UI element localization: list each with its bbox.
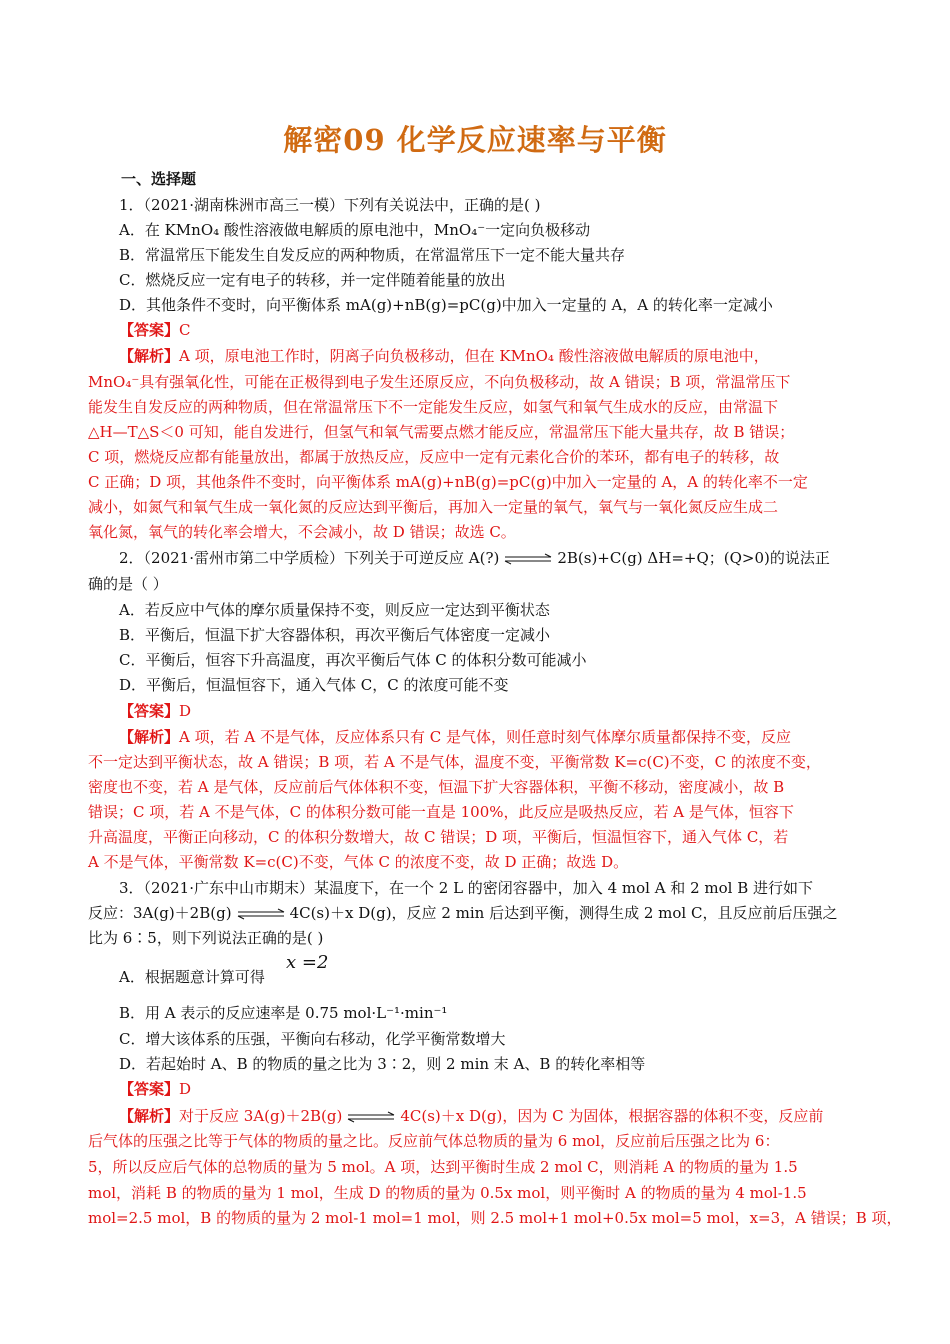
q3-stem: 比为 6∶5，则下列说法正确的是( ) <box>88 929 324 947</box>
q3-option-c: C．增大该体系的压强，平衡向右移动，化学平衡常数增大 <box>119 1030 506 1048</box>
q2-answer <box>119 701 191 721</box>
q3-stem: 3．（2021·广东中山市期末）某温度下，在一个 2 L 的密闭容器中，加入 4 mol A 和 2 mol B 进行如下 <box>119 879 813 897</box>
equilibrium-arrow-icon <box>346 1111 396 1123</box>
q2-explanation-line: A 不是气体，平衡常数 K=c(C)不变，气体 C 的浓度不变，故 D 正确；故选 D。 <box>88 853 629 871</box>
q3-stem-part: 4C(s)＋x D(g)，反应 2 min 后达到平衡，测得生成 2 mol C，且反应前后压强之 <box>289 904 838 922</box>
answer-value: D <box>179 1080 192 1098</box>
q3-stem-part: 反应：3A(g)＋2B(g) <box>88 904 232 922</box>
q3-explanation-line <box>119 1106 823 1126</box>
section-heading: 一、选择题 <box>121 170 197 188</box>
answer-value: C <box>179 321 191 339</box>
math-expression: x =2 <box>286 952 329 973</box>
q1-explanation-line: 氧化氮，氧气的转化率会增大，不会减小，故 D 错误；故选 C。 <box>88 523 516 541</box>
explanation-text: 对于反应 3A(g)＋2B(g) <box>179 1107 343 1125</box>
q1-explanation-line: C 项，燃烧反应都有能量放出，都属于放热反应，反应中一定有元素化合价的苯环，都有电子的转移，故 <box>88 448 780 466</box>
q1-option-d: D．其他条件不变时，向平衡体系 mA(g)+nB(g)=pC(g)中加入一定量的 A，A 的转化率一定减小 <box>119 296 773 314</box>
q3-explanation-line: 5，所以反应后气体的总物质的量为 5 mol。A 项，达到平衡时生成 2 mol C，则消耗 A 的物质的量为 1.5 <box>88 1158 798 1176</box>
equilibrium-arrow-icon <box>236 908 286 920</box>
q2-explanation-line: 错误；C 项，若 A 不是气体，C 的体积分数可能一直是 100%，此反应是吸热反应，若 A 是气体，恒容下 <box>88 803 794 821</box>
q1-explanation-line: 能发生自发反应的两种物质，但在常温常压下不一定能发生反应，如氢气和氧气生成水的反应，由常温下 <box>88 398 779 416</box>
explanation-tag: 【解析】 <box>119 728 180 746</box>
q1-explanation-line: 减小，如氮气和氧气生成一氧化氮的反应达到平衡后，再加入一定量的氧气，氧气与一氧化氮反应生成二 <box>88 498 779 516</box>
q2-explanation-line: 不一定达到平衡状态，故 A 错误；B 项，若 A 不是气体，温度不变，平衡常数 K=c(C)不变，C 的浓度不变， <box>88 753 821 771</box>
q3-option-a: A．根据题意计算可得 <box>119 968 265 986</box>
q2-stem-part: 2B(s)+C(g) ΔH=+Q；(Q>0)的说法正 <box>557 549 830 567</box>
q1-explanation-line: △H—T△S＜0 可知，能自发进行，但氢气和氧气需要点燃才能反应，常温常压下能大量共存，故 B 错误； <box>88 423 795 441</box>
answer-tag: 【答案】 <box>119 702 180 720</box>
page-title: 解密09 化学反应速率与平衡 <box>283 123 667 157</box>
q2-option-a: A．若反应中气体的摩尔质量保持不变，则反应一定达到平衡状态 <box>119 601 550 619</box>
q1-stem: 1．（2021·湖南株洲市高三一模）下列有关说法中，正确的是( ) <box>119 196 541 214</box>
q2-stem <box>119 548 830 568</box>
answer-tag: 【答案】 <box>119 1080 180 1098</box>
explanation-text: 4C(s)＋x D(g)，因为 C 为固体，根据容器的体积不变，反应前 <box>400 1107 824 1125</box>
q3-option-b: B．用 A 表示的反应速率是 0.75 mol·L⁻¹·min⁻¹ <box>119 1004 448 1022</box>
q1-explanation-line: MnO₄⁻具有强氧化性，可能在正极得到电子发生还原反应，不向负极移动，故 A 错误；B 项，常温常压下 <box>88 373 791 391</box>
q3-explanation-line: mol=2.5 mol，B 的物质的量为 2 mol-1 mol=1 mol，则 2.5 mol+1 mol+0.5x mol=5 mol，x=3，A 错误；B 项， <box>88 1209 902 1227</box>
q2-option-c: C．平衡后，恒容下升高温度，再次平衡后气体 C 的体积分数可能减小 <box>119 651 587 669</box>
explanation-tag: 【解析】 <box>119 1107 180 1125</box>
q2-stem-part: 2．（2021·雷州市第二中学质检）下列关于可逆反应 A(?) <box>119 549 500 567</box>
q1-option-b: B．常温常压下能发生自发反应的两种物质，在常温常压下一定不能大量共存 <box>119 246 626 264</box>
explanation-text: A 项，原电池工作时，阴离子向负极移动，但在 KMnO₄ 酸性溶液做电解质的原电池中， <box>179 347 769 365</box>
q3-explanation-line: mol，消耗 B 的物质的量为 1 mol，生成 D 的物质的量为 0.5x mol，则平衡时 A 的物质的量为 4 mol-1.5 <box>88 1184 807 1202</box>
q3-option-d: D．若起始时 A、B 的物质的量之比为 3∶2，则 2 min 末 A、B 的转化率相等 <box>119 1055 646 1073</box>
explanation-tag: 【解析】 <box>119 347 180 365</box>
explanation-text: A 项，若 A 不是气体，反应体系只有 C 是气体，则任意时刻气体摩尔质量都保持不变，反应 <box>179 728 792 746</box>
q3-answer <box>119 1079 191 1099</box>
q1-option-a: A．在 KMnO₄ 酸性溶液做电解质的原电池中，MnO₄⁻一定向负极移动 <box>119 221 591 239</box>
q2-explanation-line: 升高温度，平衡正向移动，C 的体积分数增大，故 C 错误；D 项，平衡后，恒温恒容下，通入气体 C，若 <box>88 828 789 846</box>
q2-explanation-line <box>119 727 791 747</box>
answer-value: D <box>179 702 192 720</box>
q2-stem: 确的是（ ） <box>88 575 168 593</box>
q1-explanation-line <box>119 346 769 366</box>
q2-option-d: D．平衡后，恒温恒容下，通入气体 C，C 的浓度可能不变 <box>119 676 509 694</box>
q3-stem <box>88 903 837 923</box>
q2-option-b: B．平衡后，恒温下扩大容器体积，再次平衡后气体密度一定减小 <box>119 626 551 644</box>
equilibrium-arrow-icon <box>503 553 553 565</box>
q1-answer <box>119 320 191 340</box>
q1-option-c: C．燃烧反应一定有电子的转移，并一定伴随着能量的放出 <box>119 271 506 289</box>
answer-tag: 【答案】 <box>119 321 180 339</box>
q3-explanation-line: 后气体的压强之比等于气体的物质的量之比。反应前气体总物质的量为 6 mol，反应前后压强之比为 6： <box>88 1132 780 1150</box>
q2-explanation-line: 密度也不变，若 A 是气体，反应前后气体体积不变，恒温下扩大容器体积，平衡不移动，密度减小，故 B <box>88 778 785 796</box>
q1-explanation-line: C 正确；D 项，其他条件不变时，向平衡体系 mA(g)+nB(g)=pC(g)中加入一定量的 A，A 的转化率不一定 <box>88 473 808 491</box>
